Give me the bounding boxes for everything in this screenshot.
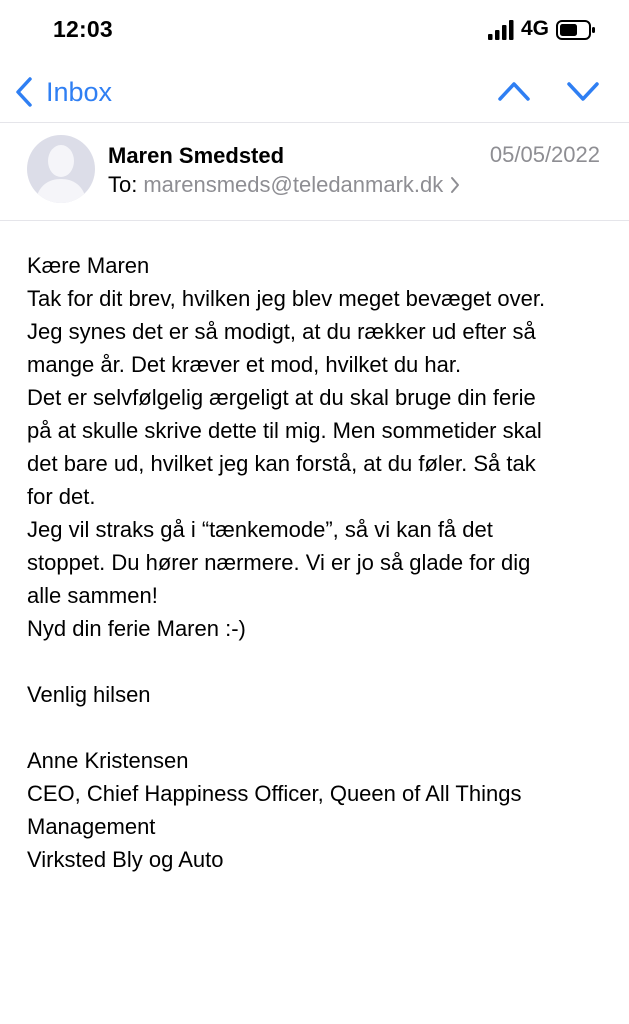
body-blank-line bbox=[27, 711, 617, 744]
header-divider bbox=[0, 220, 629, 221]
next-message-button[interactable] bbox=[566, 76, 600, 106]
recipient-details-toggle[interactable] bbox=[108, 172, 461, 198]
body-line: Anne Kristensen bbox=[27, 748, 189, 773]
body-line: CEO, Chief Happiness Officer, Queen of All Things bbox=[27, 781, 522, 806]
body-line: alle sammen! bbox=[27, 583, 158, 608]
status-time: 12:03 bbox=[53, 16, 113, 42]
body-line: Jeg vil straks gå i “tænkemode”, så vi kan få det bbox=[27, 517, 493, 542]
chevron-left-icon bbox=[14, 76, 34, 108]
navigation-bar bbox=[0, 62, 629, 122]
cellular-signal-icon bbox=[488, 20, 514, 40]
sender-name: Maren Smedsted bbox=[108, 143, 285, 168]
body-line: Virksted Bly og Auto bbox=[27, 847, 224, 872]
previous-message-button[interactable] bbox=[497, 76, 531, 106]
message-body bbox=[27, 249, 617, 876]
status-bar bbox=[0, 0, 629, 62]
back-label: Inbox bbox=[46, 76, 113, 107]
body-line: Jeg synes det er så modigt, at du rækker ud efter så bbox=[27, 319, 536, 344]
nav-divider bbox=[0, 122, 629, 123]
body-line: Management bbox=[27, 814, 156, 839]
body-line: Tak for dit brev, hvilken jeg blev meget bevæget over. bbox=[27, 286, 546, 311]
body-line: på at skulle skrive dette til mig. Men sommetider skal bbox=[27, 418, 542, 443]
chevron-right-icon bbox=[449, 175, 461, 195]
body-line: det bare ud, hvilket jeg kan forstå, at du føler. Så tak bbox=[27, 451, 536, 476]
body-line: Nyd din ferie Maren :-) bbox=[27, 616, 246, 641]
body-line: stoppet. Du hører nærmere. Vi er jo så glade for dig bbox=[27, 550, 531, 575]
recipient-email: marensmeds@teledanmark.dk bbox=[143, 172, 444, 197]
network-type: 4G bbox=[521, 17, 550, 40]
body-line: for det. bbox=[27, 484, 96, 509]
sender-avatar[interactable] bbox=[27, 135, 95, 203]
message-date: 05/05/2022 bbox=[489, 142, 600, 167]
body-line: Det er selvfølgelig ærgeligt at du skal bruge din ferie bbox=[27, 385, 536, 410]
to-label: To: bbox=[108, 172, 138, 197]
body-blank-line bbox=[27, 645, 617, 678]
body-line: mange år. Det kræver et mod, hvilket du har. bbox=[27, 352, 462, 377]
body-line: Venlig hilsen bbox=[27, 682, 151, 707]
battery-icon bbox=[556, 20, 596, 40]
back-to-inbox-button[interactable] bbox=[14, 74, 112, 110]
body-line: Kære Maren bbox=[27, 253, 150, 278]
